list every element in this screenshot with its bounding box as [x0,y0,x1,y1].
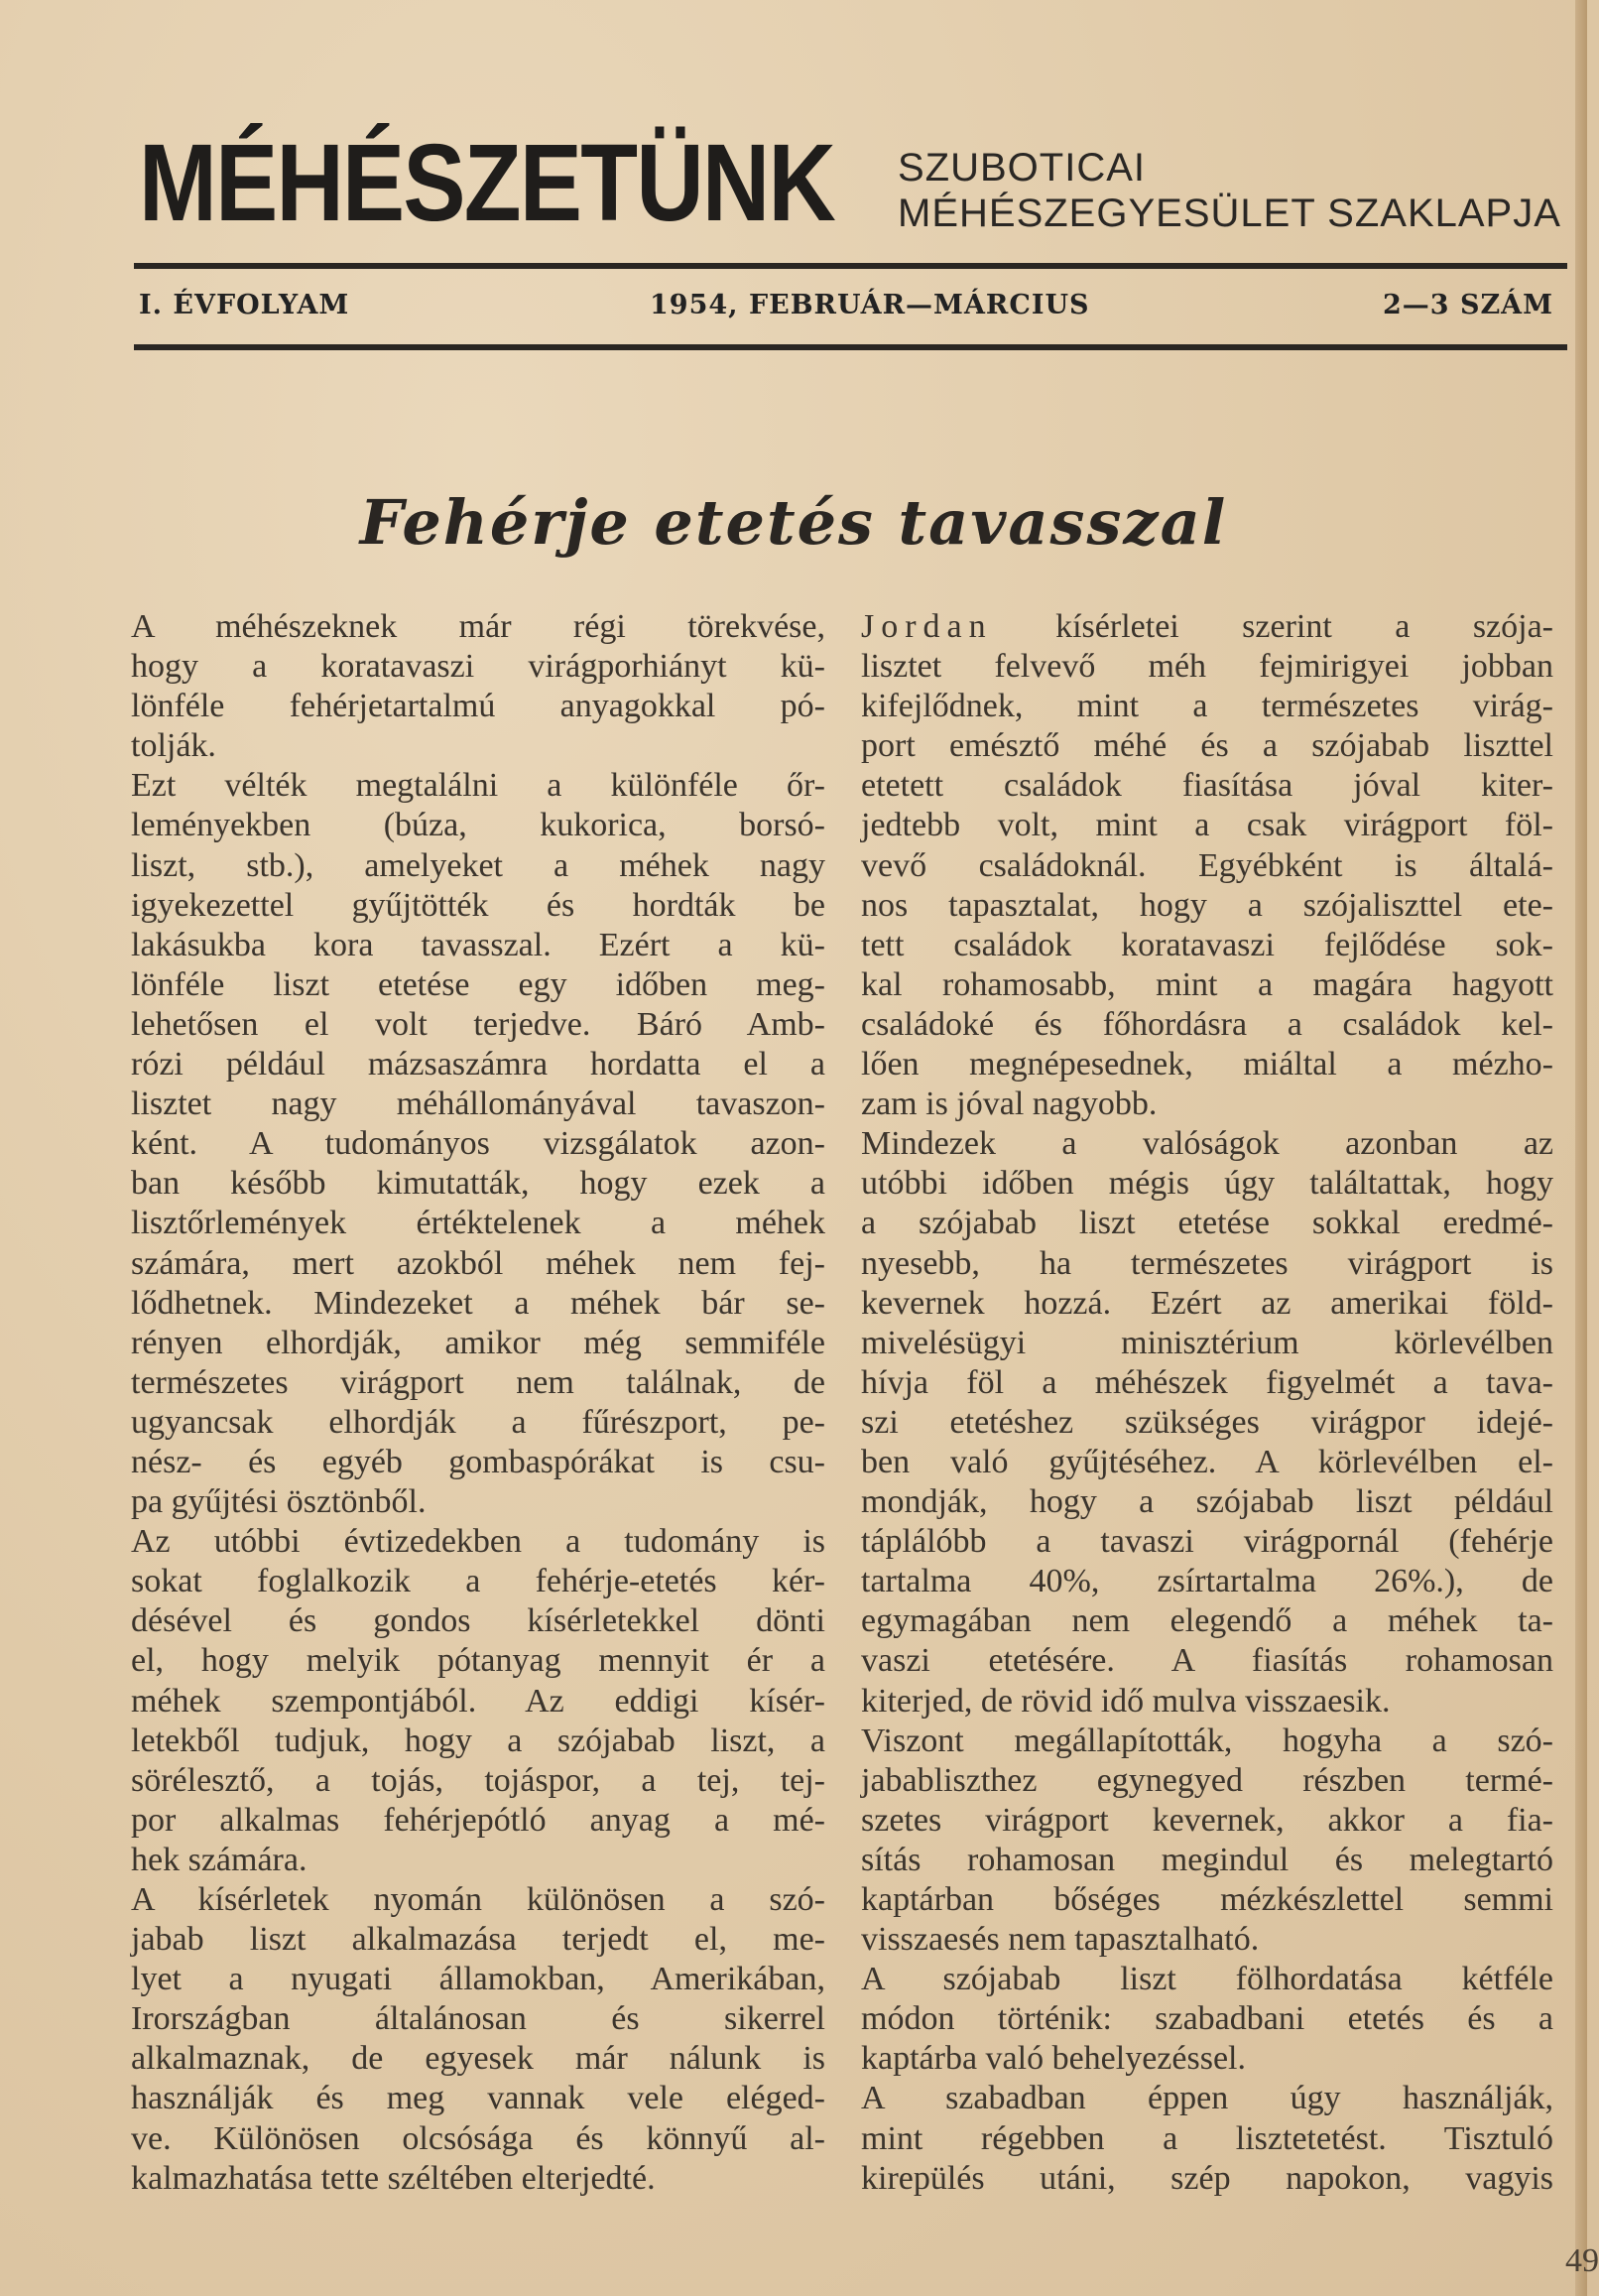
article-line: kaptárba való behelyezéssel. [861,2040,1246,2078]
article-line: ben való gyűjtéséhez. A körlevélben el- [861,1443,1553,1480]
article-line: désével és gondos kísérletekkel dönti [131,1602,825,1640]
article-line: lakásukba kora tavasszal. Ezért a kü- [131,926,825,963]
article-line: alkalmaznak, de egyesek már nálunk is [131,2040,825,2078]
article-line: A szabadban éppen úgy használják, [861,2080,1553,2117]
article-line: lően megnépesednek, miáltal a mézho- [861,1046,1553,1084]
article-line: pa gyűjtési ösztönből. [131,1483,427,1521]
masthead [139,122,1567,244]
page-edge [1575,0,1587,2296]
masthead-rule-top [134,263,1567,269]
article-line: kevernek hozzá. Ezért az amerikai föld- [861,1284,1553,1322]
article-line: zam is jóval nagyobb. [861,1085,1158,1123]
article-line: ban később kimutatták, hogy ezek a [131,1165,825,1203]
article-line: tett családok koratavaszi fejlődése sok- [861,926,1553,963]
article-line: sítás rohamosan megindul és melegtartó [861,1841,1553,1878]
article-line: ként. A tudományos vizsgálatok azon- [131,1125,825,1163]
article-line: lehetősen el volt terjedve. Báró Amb- [131,1005,825,1043]
article-line: kifejlődnek, mint a természetes virág- [861,688,1553,725]
article-line: etetett családok fiasítása jóval kiter- [861,767,1553,805]
article-line: lődhetnek. Mindezeket a méhek bár se- [131,1284,825,1322]
article-line: használják és meg vannak vele eléged- [131,2080,825,2117]
article-line: liszt, stb.), amelyeket a méhek nagy [131,846,825,884]
article-line: el, hogy melyik pótanyag mennyit ér a [131,1642,825,1680]
article-line: rényen elhordják, amikor még semmiféle [131,1324,825,1361]
article-line: tartalma 40%, zsírtartalma 26%.), de [861,1563,1553,1600]
article-line: egymagában nem elegendő a méhek ta- [861,1602,1553,1640]
article-line: szi etetéshez szükséges virágpor idejé- [861,1403,1553,1441]
article-line: A szójabab liszt fölhordatása kétféle [861,1961,1553,1998]
masthead-rule-bottom [134,344,1567,350]
article-line: hek számára. [131,1841,308,1878]
article-line: nos tapasztalat, hogy a szójaliszttel ete- [861,886,1553,924]
article-line: vevő családoknál. Egyébként is általá- [861,846,1553,884]
article-line: Mindezek a valóságok azonban az [861,1125,1553,1163]
article-line: nyesebb, ha természetes virágport is [861,1244,1553,1282]
article-line: szetes virágport kevernek, akkor a fia- [861,1801,1553,1839]
article-line: kalmazhatása tette széltében elterjedté. [131,2159,656,2197]
article-line: letekből tudjuk, hogy a szójabab liszt, a [131,1722,825,1759]
article-line: hogy a koratavaszi virágporhiányt kü- [131,648,825,686]
article-line: Irországban általánosan és sikerrel [131,2000,825,2038]
article-line: igyekezettel gyűjtötték és hordták be [131,886,825,924]
article-line: vaszi etetésére. A fiasítás rohamosan [861,1642,1553,1680]
article-line: lisztet felvevő méh fejmirigyei jobban [861,648,1553,686]
article-line: családoké és főhordásra a családok kel- [861,1005,1553,1043]
masthead-subtitle [898,145,1561,236]
article-line: nész- és egyéb gombaspórákat is csu- [131,1443,825,1480]
masthead-title: MÉHÉSZETÜNK [139,122,835,244]
article-line: lisztőrlemények értéktelenek a méhek [131,1205,825,1242]
article-line: kaptárban bőséges mézkészlettel semmi [861,1881,1553,1918]
article-line: Viszont megállapították, hogyha a szó- [861,1722,1553,1759]
article-line: Az utóbbi évtizedekben a tudomány is [131,1523,825,1561]
issue-date: 1954, FEBRUÁR—MÁRCIUS [650,290,1090,320]
article-line: mondják, hogy a szójabab liszt például [861,1483,1553,1521]
article-line: lönféle fehérjetartalmú anyagokkal pó- [131,688,825,725]
article-line-rest: kísérletei szerint a szója- [992,608,1553,645]
article-line: lönféle liszt etetése egy időben meg- [131,965,825,1003]
article-line: tolják. [131,727,216,765]
article-line: mint régebben a lisztetetést. Tisztuló [861,2119,1553,2157]
article-right-column [861,607,1553,2199]
article-line: Ezt vélték megtalálni a különféle őr- [131,767,825,805]
article-line: sörélesztő, a tojás, tojáspor, a tej, tej- [131,1761,825,1799]
article-line: kal rohamosabb, mint a magára hagyott [861,965,1553,1003]
article-line: lyet a nyugati államokban, Amerikában, [131,1961,825,1998]
article-line: jedtebb volt, mint a csak virágport föl- [861,807,1553,844]
article-line: ve. Különösen olcsósága és könnyű al- [131,2119,825,2157]
article-line: kirepülés utáni, szép napokon, vagyis [861,2159,1553,2197]
article-line: jababliszthez egynegyed részben termé- [861,1761,1553,1799]
author-name: Jordan [861,608,993,645]
article-left-column [131,607,825,2199]
article-line: természetes virágport nem találnak, de [131,1363,825,1401]
article-line: jabab liszt alkalmazása terjedt el, me- [131,1921,825,1959]
article-line: számára, mert azokból méhek nem fej- [131,1244,825,1282]
article-line: a szójabab liszt etetése sokkal eredmé- [861,1205,1553,1242]
article-line: ugyancsak elhordják a fűrészport, pe- [131,1403,825,1441]
masthead-subtitle-line1: SZUBOTICAI [898,146,1147,190]
article-line: A méhészeknek már régi törekvése, [131,608,825,645]
article-line: utóbbi időben mégis úgy találtattak, hogy [861,1165,1553,1203]
article-line: módon történik: szabadbani etetés és a [861,2000,1553,2038]
article-line: méhek szempontjából. Az eddigi kísér- [131,1682,825,1720]
article-line: rózi például mázsaszámra hordatta el a [131,1046,825,1084]
masthead-subtitle-line2: MÉHÉSZEGYESÜLET SZAKLAPJA [898,191,1561,235]
article-line: táplálóbb a tavaszi virágpornál (fehérje [861,1523,1553,1561]
article-line: port emésztő méhé és a szójabab liszttel [861,727,1553,765]
article-title: Fehérje etetés tavasszal [359,486,1228,559]
article-line: leményekben (búza, kukorica, borsó- [131,807,825,844]
article-line [861,607,1553,647]
article-line: por alkalmas fehérjepótló anyag a mé- [131,1801,825,1839]
page-number: 49 [1565,2242,1599,2279]
article-line: mivelésügyi minisztérium körlevélben [861,1324,1553,1361]
issue-volume: I. ÉVFOLYAM [139,290,350,320]
article-line: lisztet nagy méhállományával tavaszon- [131,1085,825,1123]
article-line: A kísérletek nyomán különösen a szó- [131,1881,825,1918]
article-line: sokat foglalkozik a fehérje-etetés kér- [131,1563,825,1600]
article-line: visszaesés nem tapasztalható. [861,1921,1260,1959]
article-line: hívja föl a méhészek figyelmét a tava- [861,1363,1553,1401]
issue-number: 2—3 SZÁM [1383,290,1554,320]
article-line: kiterjed, de rövid idő mulva visszaesik. [861,1682,1391,1720]
